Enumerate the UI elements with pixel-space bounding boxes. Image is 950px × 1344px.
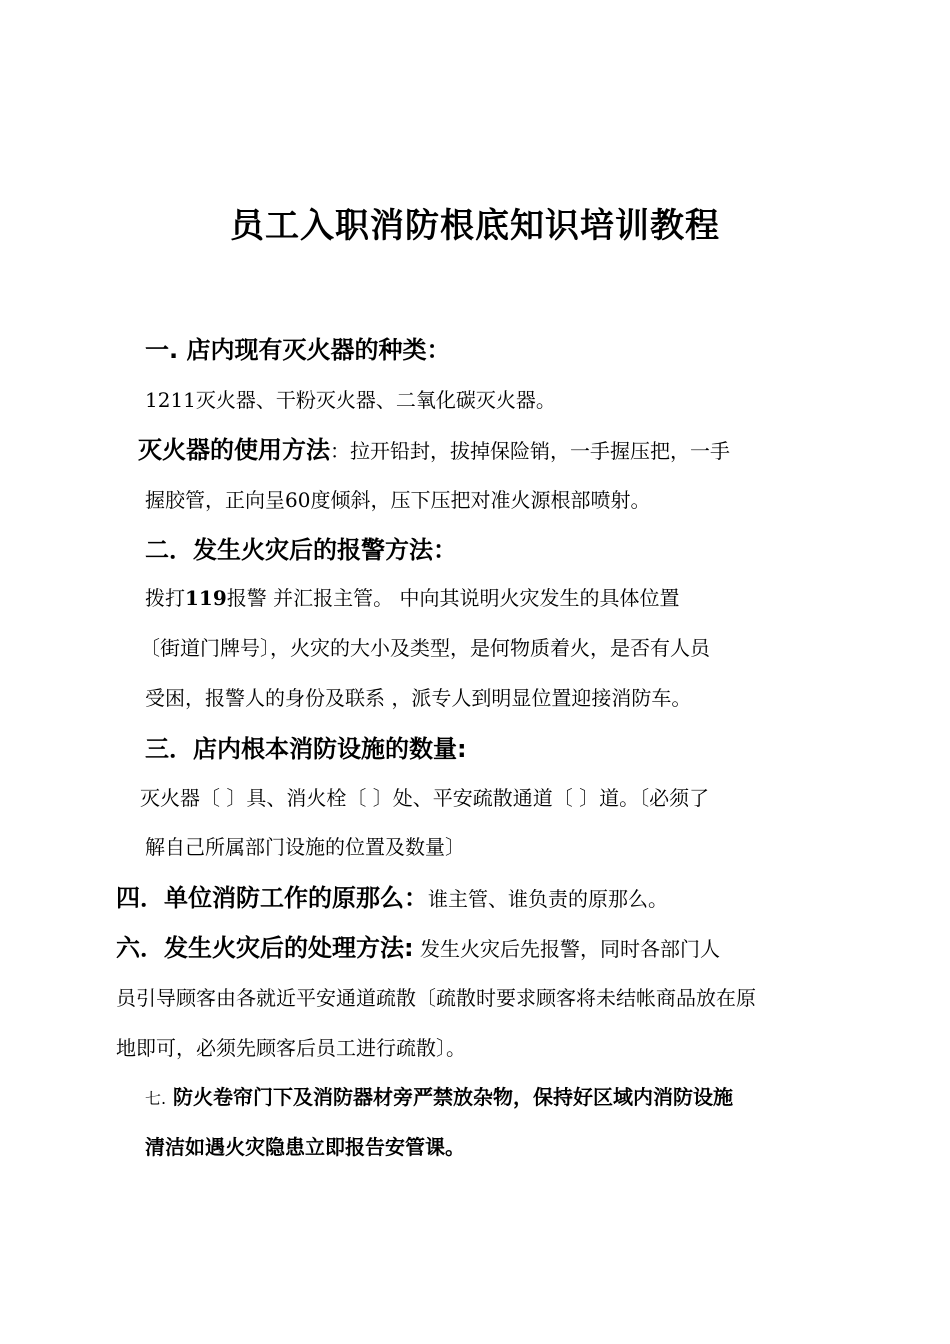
section-7-line-1	[145, 1081, 733, 1115]
call-text: 报警 并汇报主管。 中向其说明火灾发生的具体位置	[226, 586, 680, 610]
section-7-number: 七.	[145, 1089, 167, 1108]
section-6-text-1: 发生火灾后先报警，同时各部门人	[413, 937, 720, 961]
section-1-usage-line-2: 握胶管，正向呈60度倾斜，压下压把对准火源根部喷射。	[145, 488, 651, 512]
section-7-line-2: 清洁如遇火灾隐患立即报告安管课。	[145, 1135, 465, 1159]
section-6-line-3: 地即可，必须先顾客后员工进行疏散〕。	[116, 1036, 466, 1060]
section-2-line-3: 受困，报警人的身份及联系 ，派专人到明显位置迎接消防车。	[145, 686, 692, 710]
call-prefix: 拨打	[145, 586, 185, 610]
section-1-extinguisher-types: 1211灭火器、干粉灭火器、二氧化碳灭火器。	[145, 388, 556, 412]
section-4-text: 谁主管、谁负责的原那么。	[428, 887, 668, 911]
section-2-line-2: 〔街道门牌号〕，火灾的大小及类型，是何物质着火，是否有人员	[140, 636, 710, 660]
section-2-line-1	[145, 582, 679, 614]
section-3-heading: 三．店内根本消防设施的数量:	[145, 735, 467, 763]
section-6-heading: 六．发生火灾后的处理方法:	[116, 934, 414, 962]
section-2-heading: 二．发生火灾后的报警方法：	[145, 536, 457, 564]
section-6-line-1	[116, 932, 720, 967]
section-1-heading: 一. 店内现有灭火器的种类：	[145, 336, 451, 364]
section-3-line-2: 解自己所属部门设施的位置及数量〕	[145, 835, 465, 859]
section-6-line-2: 员引导顾客由各就近平安通道疏散〔疏散时要求顾客将未结帐商品放在原	[116, 986, 756, 1010]
section-3-line-1: 灭火器〔 〕具、消火栓〔 〕处、平安疏散通道〔 〕道。〔必须了	[140, 786, 710, 810]
section-1-usage-line-1	[138, 434, 730, 469]
usage-text-1: ：拉开铅封，拔掉保险销，一手握压把，一手	[330, 439, 730, 463]
emergency-number: 119	[185, 586, 227, 610]
usage-heading: 灭火器的使用方法	[138, 436, 330, 464]
document-title: 员工入职消防根底知识培训教程	[230, 206, 720, 246]
section-4-line	[116, 882, 668, 917]
section-7-text-1: 防火卷帘门下及消防器材旁严禁放杂物，保持好区域内消防设施	[166, 1085, 734, 1109]
section-4-heading: 四．单位消防工作的原那么：	[116, 884, 428, 912]
